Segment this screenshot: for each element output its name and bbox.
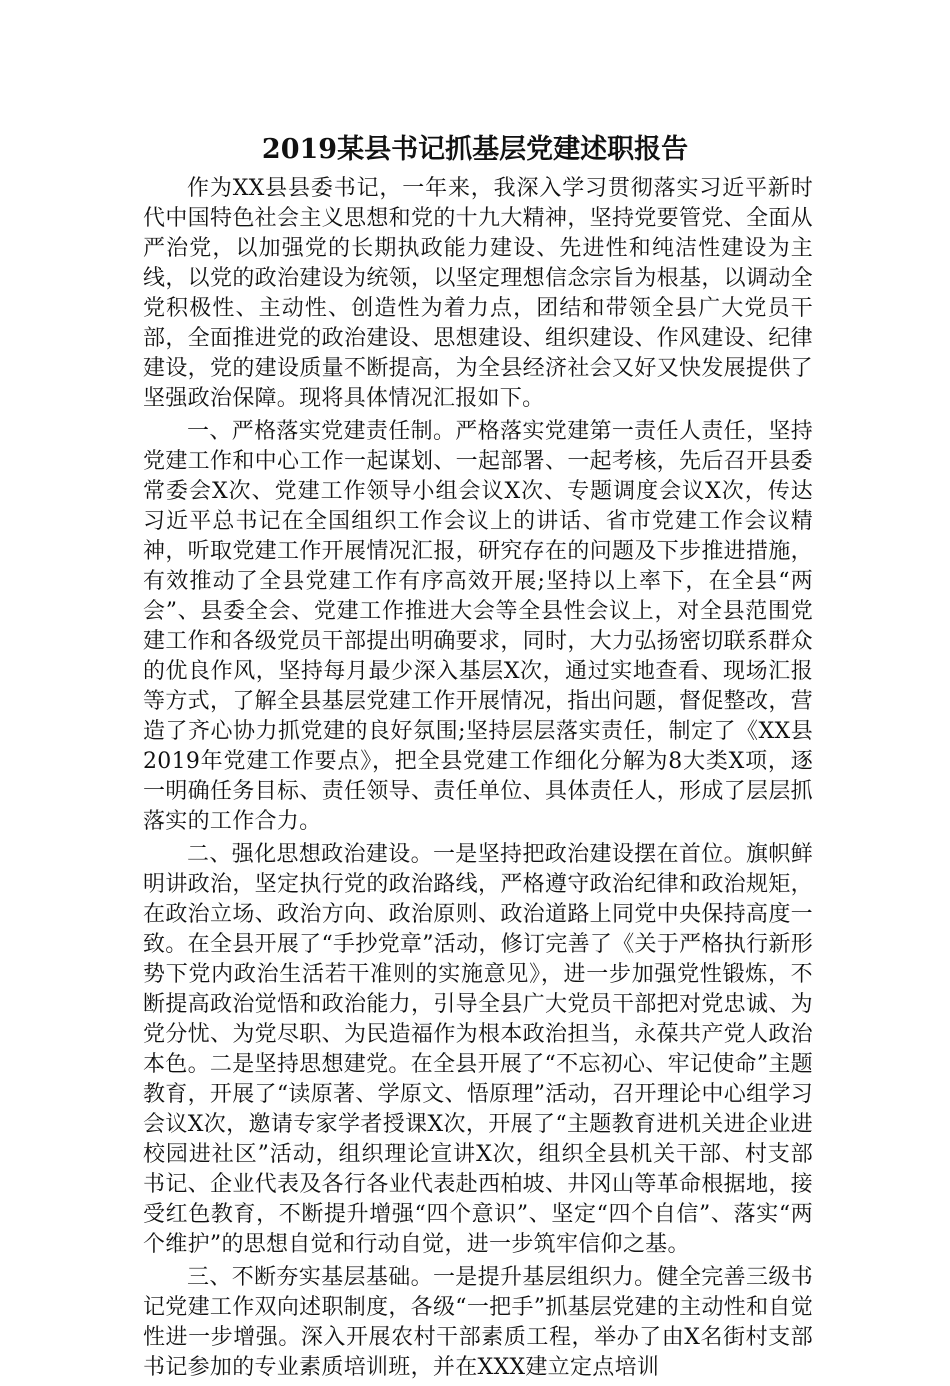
paragraph-section-1: 一、严格落实党建责任制。严格落实党建第一责任人责任，坚持党建工作和中心工作一起谋划、一起部署、一起考核，先后召开县委常委会X次、党建工作领导小组会议X次、专题调度会议X次，传达习近平总书记在全国组织工作会议上的讲话、省市党建工作会议精神，听取党建工作开展情况汇报，研究存在的问题及下步推进措施，有效推动了全县党建工作有序高效开展;坚持以上率下，在全县“两会”、县委全会、党建工作推进大会等全县性会议上，对全县范围党建工作和各级党员干部提出明确要求，同时，大力弘扬密切联系群众的优良作风，坚持每月最少深入基层X次，通过实地查看、现场汇报等方式，了解全县基层党建工作开展情况，指出问题，督促整改，营造了齐心协力抓党建的良好氛围;坚持层层落实责任，制定了《XX县2019年党建工作要点》，把全县党建工作细化分解为8大类X项，逐一明确任务目标、责任领导、责任单位、具体责任人，形成了层层抓落实的工作合力。 bbox=[143, 419, 813, 834]
paragraph-section-2: 二、强化思想政治建设。一是坚持把政治建设摆在首位。旗帜鲜明讲政治，坚定执行党的政治路线，严格遵守政治纪律和政治规矩，在政治立场、政治方向、政治原则、政治道路上同党中央保持高度一致。在全县开展了“手抄党章”活动，修订完善了《关于严格执行新形势下党内政治生活若干准则的实施意见》，进一步加强党性锻炼，不断提高政治觉悟和政治能力，引导全县广大党员干部把对党忠诚、为党分忧、为党尽职、为民造福作为根本政治担当，永葆共产党人政治本色。二是坚持思想建党。在全县开展了“不忘初心、牢记使命”主题教育，开展了“读原著、学原文、悟原理”活动，召开理论中心组学习会议X次，邀请专家学者授课X次，开展了“主题教育进机关进企业进校园进社区”活动，组织理论宣讲X次，组织全县机关干部、村支部书记、企业代表及各行各业代表赴西柏坡、井冈山等革命根据地，接受红色教育，不断提升增强“四个意识”、坚定“四个自信”、落实“两个维护”的思想自觉和行动自觉，进一步筑牢信仰之基。 bbox=[143, 842, 813, 1257]
document-body bbox=[143, 174, 813, 1386]
document-title: 2019某县书记抓基层党建述职报告 bbox=[261, 134, 689, 165]
paragraph-section-3: 三、不断夯实基层基础。一是提升基层组织力。健全完善三级书记党建工作双向述职制度，各级“一把手”抓基层党建的主动性和自觉性进一步增强。深入开展农村干部素质工程，举办了由X名街村支部书记参加的专业素质培训班，并在XXX建立定点培训 bbox=[143, 1265, 813, 1380]
paragraph-intro: 作为XX县县委书记，一年来，我深入学习贯彻落实习近平新时代中国特色社会主义思想和党的十九大精神，坚持党要管党、全面从严治党，以加强党的长期执政能力建设、先进性和纯洁性建设为主线，以党的政治建设为统领，以坚定理想信念宗旨为根基，以调动全党积极性、主动性、创造性为着力点，团结和带领全县广大党员干部，全面推进党的政治建设、思想建设、组织建设、作风建设、纪律建设，党的建设质量不断提高，为全县经济社会又好又快发展提供了坚强政治保障。现将具体情况汇报如下。 bbox=[143, 176, 813, 411]
